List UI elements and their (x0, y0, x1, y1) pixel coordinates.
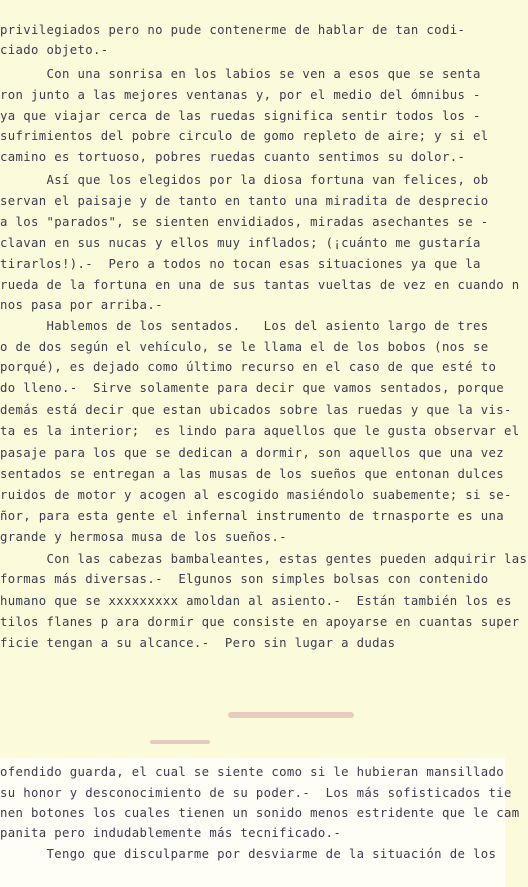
text-line: Hablemos de los sentados. Los del asiento largo de tres (0, 319, 489, 333)
text-line: Con una sonrisa en los labios se ven a esos que se senta (0, 67, 481, 81)
text-line: ta es la interior; es lindo para aquellos que le gusta observar el (0, 424, 520, 438)
text-line: sentados se entregan a las musas de los sueños que entonan dulces (0, 467, 504, 481)
text-line: su honor y desconocimiento de su poder.- Los más sofisticados tie (0, 786, 512, 800)
text-line: clavan en sus nucas y ellos muy inflados; (¡cuánto me gustaría (0, 236, 481, 250)
text-line: porqué), es dejado como último recurso en el caso de que esté to (0, 360, 497, 374)
text-line: tilos flanes p ara dormir que consiste en apoyarse en cuantas super (0, 615, 520, 629)
text-line: grande y hermosa musa de los sueños.- (0, 530, 287, 544)
text-line: nen botones los cuales tienen un sonido menos estridente que le cam (0, 806, 520, 820)
paper-tear-mark (150, 740, 210, 744)
text-line: tirarlos!).- Pero a todos no tocan esas situaciones ya que la (0, 257, 481, 271)
text-line: privilegiados pero no pude contenerme de hablar de tan codi- (0, 23, 466, 37)
text-line: Con las cabezas bambaleantes, estas gentes pueden adquirir las (0, 552, 528, 566)
text-line: pasaje para los que se dedican a dormir, son aquellos que una vez (0, 446, 504, 460)
text-line: humano que se xxxxxxxxx amoldan al asiento.- Están también los es (0, 594, 512, 608)
text-line: ciado objeto.- (0, 43, 109, 57)
text-line: ficie tengan a su alcance.- Pero sin lugar a dudas (0, 636, 396, 650)
text-line: formas más diversas.- Elgunos son simples bolsas con contenido (0, 572, 489, 586)
paper-tear-mark (228, 712, 354, 718)
text-line: camino es tortuoso, pobres ruedas cuanto sentimos su dolor.- (0, 150, 466, 164)
text-line: servan el paisaje y de tanto en tanto una miradita de desprecio (0, 194, 489, 208)
text-line: demás está decir que estan ubicados sobre las ruedas y que la vis- (0, 403, 512, 417)
text-line: ruidos de motor y acogen al escogido masiéndolo suabemente; si se- (0, 488, 512, 502)
text-line: sufrimientos del pobre circulo de gomo repleto de aire; y si el (0, 129, 489, 143)
text-line: do lleno.- Sirve solamente para decir que vamos sentados, porque (0, 381, 504, 395)
text-line: ya que viajar cerca de las ruedas significa sentir todos los - (0, 109, 481, 123)
text-line: nos pasa por arriba.- (0, 298, 163, 312)
text-line: Así que los elegidos por la diosa fortuna van felices, ob (0, 173, 489, 187)
text-line: Tengo que disculparme por desviarme de la situación de los (0, 847, 497, 861)
text-line: o de dos según el vehículo, se le llama el de los bobos (nos se (0, 340, 489, 354)
text-line: panita pero indudablemente más tecnificado.- (0, 826, 342, 840)
text-line: ron junto a las mejores ventanas y, por el medio del ómnibus - (0, 88, 481, 102)
text-line: ofendido guarda, el cual se siente como si le hubieran mansillado (0, 765, 504, 779)
text-line: rueda de la fortuna en una de sus tantas vueltas de vez en cuando n (0, 278, 520, 292)
text-line: ñor, para esta gente el infernal instrumento de trnasporte es una (0, 509, 504, 523)
text-line: a los "parados", se sienten envidiados, miradas asechantes se - (0, 215, 489, 229)
